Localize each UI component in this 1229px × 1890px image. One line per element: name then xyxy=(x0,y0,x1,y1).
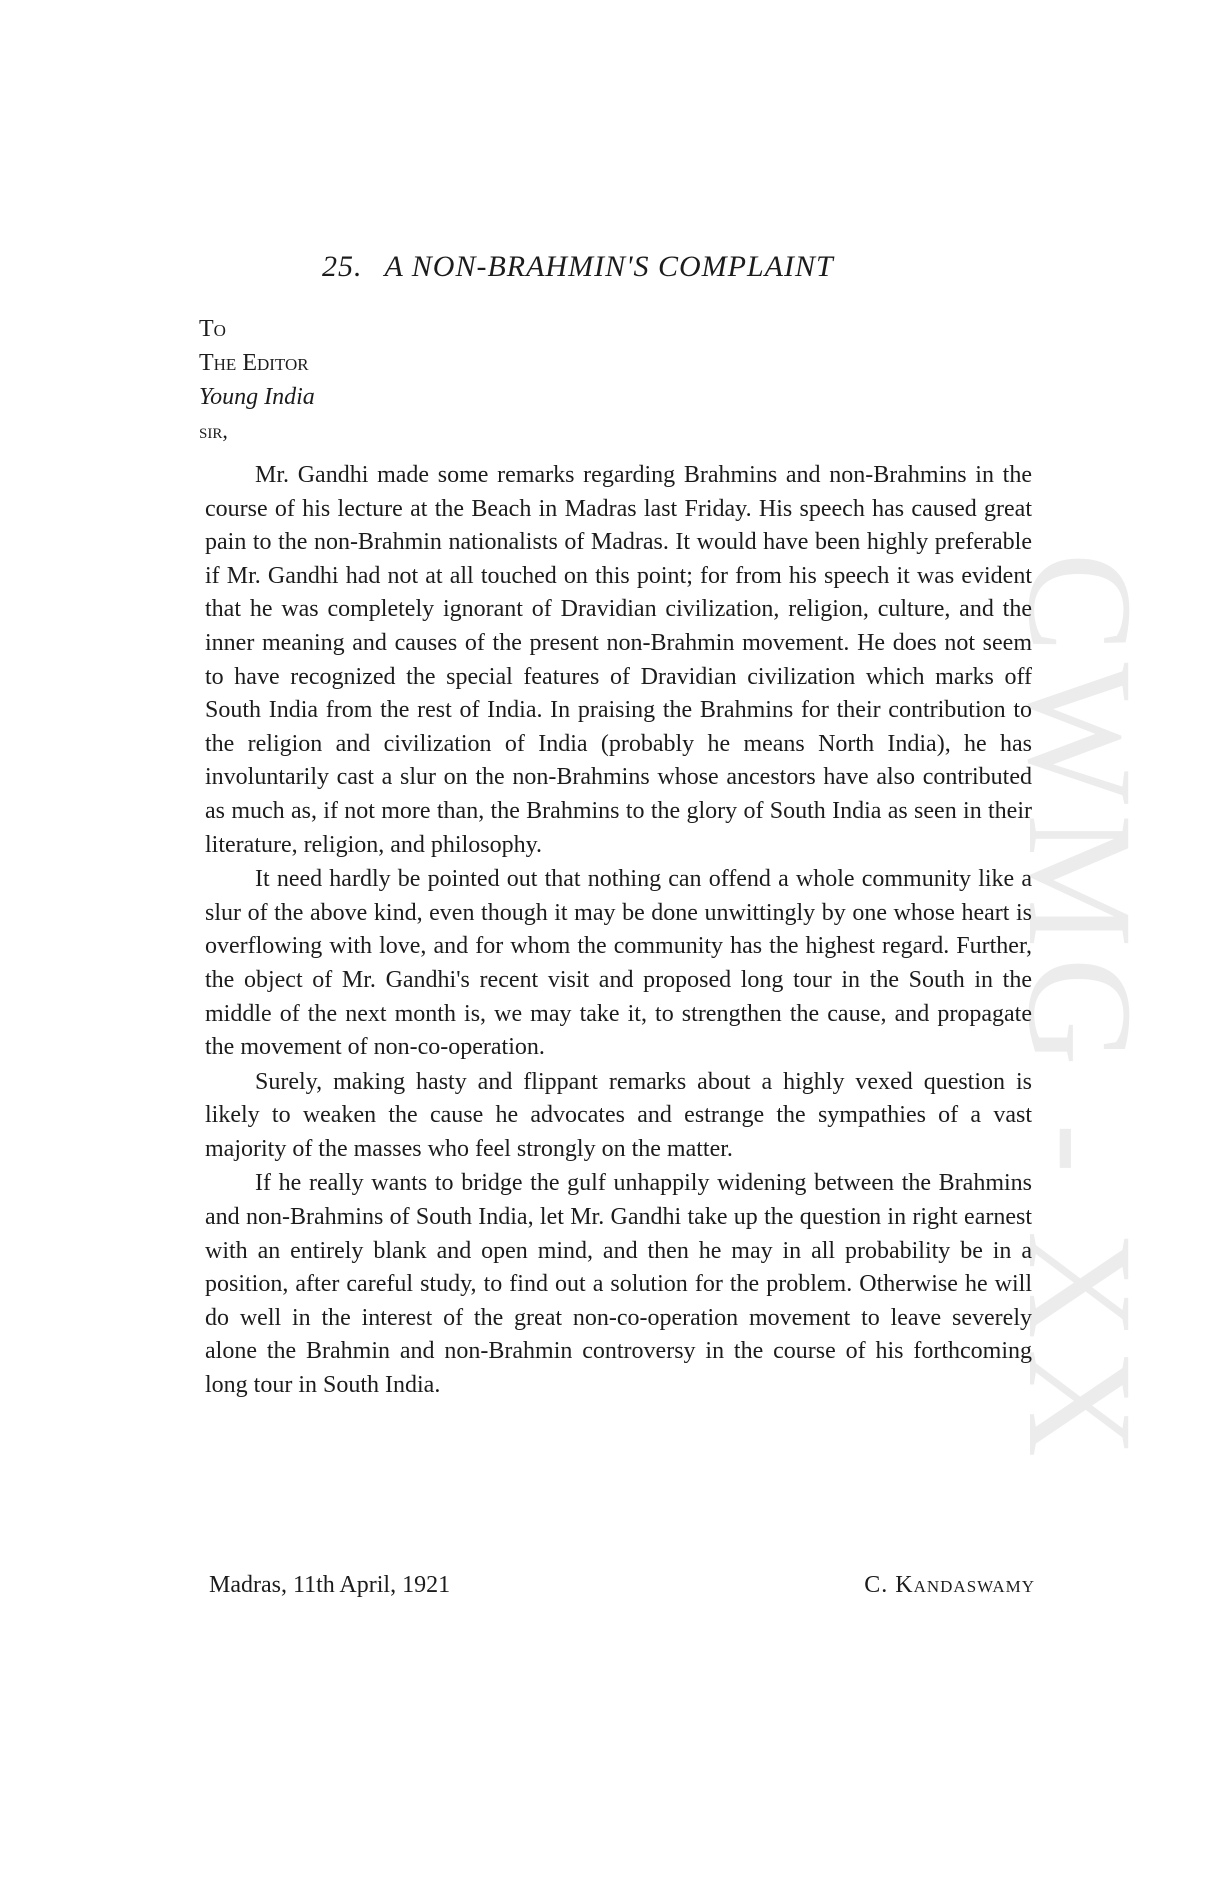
paragraph: Surely, making hasty and flippant remarks about a highly vexed question is likely to weaken the cause he advocates and estrange the sympathies of a vast majority of the masses who feel strongly on the matter. xyxy=(205,1068,1032,1162)
article-number: 25. xyxy=(322,250,363,283)
address-paper: Young India xyxy=(199,384,315,410)
page-title xyxy=(322,250,834,284)
place-date: Madras, 11th April, 1921 xyxy=(209,1572,451,1598)
paragraph: It need hardly be pointed out that nothing can offend a whole community like a slur of the above kind, even though it may be done unwittingly by one whose heart is overflowing with love, and for whom the community has the highest regard. Further, the object of Mr. Gandhi's recent visit and proposed long tour in the South in the middle of the next month is, we may take it, to strengthen the cause, and propagate the movement of non-co-operation. xyxy=(205,866,1032,1061)
address-editor: The Editor xyxy=(199,350,309,376)
article-title: A NON-BRAHMIN'S COMPLAINT xyxy=(384,250,834,283)
address-block xyxy=(199,312,315,448)
paragraph: Mr. Gandhi made some remarks regarding Brahmins and non-Brahmins in the course of his lecture at the Beach in Madras last Friday. His speech has caused great pain to the non-Brahmin nationalists of Madras. It would have been highly preferable if Mr. Gandhi had not at all touched on this point; for from his speech it was evident that he was completely ignorant of Dravidian civilization, religion, culture, and the inner meaning and causes of the present non-Brahmin movement. He does not seem to have recognized the special features of Dravidian civilization which marks off South India from the rest of India. In praising the Brahmins for their contribution to the religion and civilization of India (probably he means North India), he has involuntarily cast a slur on the non-Brahmins whose ancestors have also contributed as much as, if not more than, the Brahmins to the glory of South India as seen in their literature, religion, and philosophy. xyxy=(205,462,1032,858)
watermark: CWMG - XX xyxy=(997,552,1163,1468)
paragraph: If he really wants to bridge the gulf unhappily widening between the Brahmins and non-Brahmins of South India, let Mr. Gandhi take up the question in right earnest with an entirely blank and open mind, and then he may in all probability be in a position, after careful study, to find out a solution for the problem. Otherwise he will do well in the interest of the great non-co-operation movement to leave severely alone the Brahmin and non-Brahmin controversy in the course of his forthcoming long tour in South India. xyxy=(205,1170,1032,1399)
salutation: sir, xyxy=(199,418,228,443)
signature: C. Kandaswamy xyxy=(864,1572,1035,1598)
closing-line xyxy=(209,1572,1035,1599)
address-to: To xyxy=(199,316,226,342)
letter-body xyxy=(205,459,1032,1403)
